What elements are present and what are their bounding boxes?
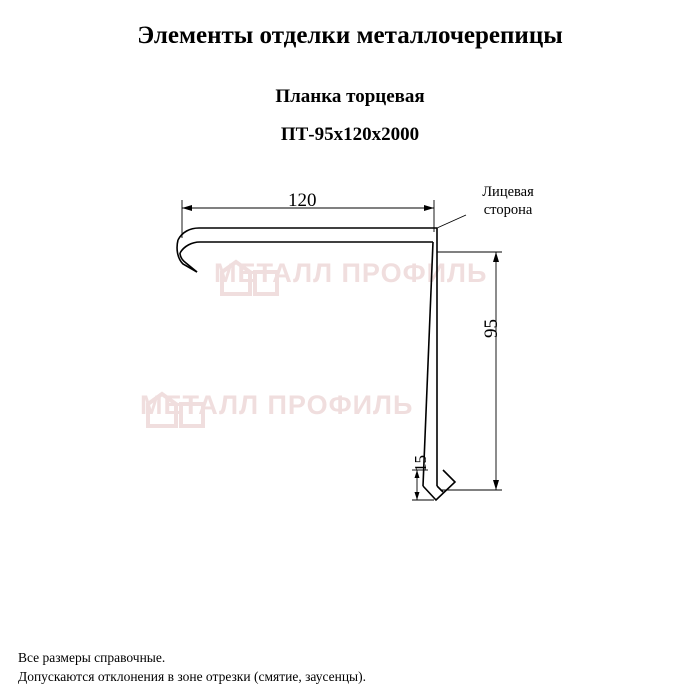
annotation-face-side-line2: сторона: [483, 202, 533, 218]
watermark-text-2: МЕТАЛЛ ПРОФИЛЬ: [140, 390, 414, 420]
dimension-label-95: 95: [481, 319, 502, 338]
footer-notes: [18, 648, 366, 686]
annotation-face-side: [463, 183, 553, 219]
dimension-95: [437, 252, 502, 490]
product-name: Планка торцевая: [275, 86, 425, 107]
page-title: Элементы отделки металлочерепицы: [137, 22, 563, 49]
dimension-label-15: 15: [411, 455, 430, 472]
watermark-text-1: МЕТАЛЛ ПРОФИЛЬ: [214, 258, 488, 288]
annotation-face-side-line1: Лицевая: [482, 184, 534, 200]
dimension-label-120: 120: [288, 190, 317, 211]
watermark-logo-icon-2: [148, 394, 203, 426]
footer-line-1: Все размеры справочные.: [18, 650, 166, 665]
leader-line-face-side: [437, 215, 466, 228]
watermark-logo-icon-1: [222, 262, 277, 294]
footer-line-2: Допускаются отклонения в зоне отрезки (смятие, заусенцы).: [18, 669, 367, 684]
product-code: ПТ-95х120х2000: [280, 124, 420, 145]
